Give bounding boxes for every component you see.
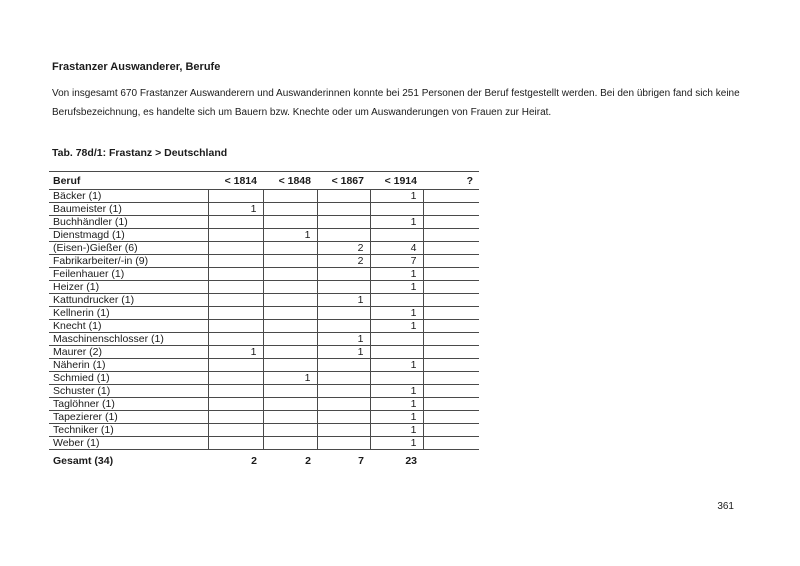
- table-row: [49, 411, 479, 424]
- value-cell: 1: [208, 346, 263, 359]
- page-number: 361: [717, 501, 734, 512]
- value-cell: [370, 294, 423, 307]
- value-cell: [208, 333, 263, 346]
- value-cell: [423, 333, 479, 346]
- value-cell: 4: [370, 242, 423, 255]
- value-cell: 1: [370, 216, 423, 229]
- value-cell: [317, 229, 370, 242]
- beruf-cell: Weber (1): [49, 437, 208, 450]
- value-cell: [317, 424, 370, 437]
- beruf-cell: Bäcker (1): [49, 190, 208, 203]
- value-cell: [317, 190, 370, 203]
- table-row: [49, 216, 479, 229]
- value-cell: [208, 229, 263, 242]
- document-title: Frastanzer Auswanderer, Berufe: [52, 61, 221, 73]
- value-cell: [423, 216, 479, 229]
- value-cell: [423, 229, 479, 242]
- beruf-cell: Buchhändler (1): [49, 216, 208, 229]
- value-cell: [370, 333, 423, 346]
- table-row: [49, 346, 479, 359]
- table-row: [49, 307, 479, 320]
- value-cell: [263, 437, 317, 450]
- value-cell: [263, 385, 317, 398]
- paragraph-line-1: Von insgesamt 670 Frastanzer Auswanderern und Auswanderinnen konnte bei 251 Personen der Beruf festgestellt werden. Bei den übrigen fand sich keine: [52, 88, 740, 99]
- value-cell: [263, 216, 317, 229]
- value-cell: [208, 281, 263, 294]
- value-cell: 1: [370, 411, 423, 424]
- value-cell: [208, 268, 263, 281]
- table-row: [49, 437, 479, 450]
- value-cell: 2: [317, 255, 370, 268]
- table-body: [49, 190, 479, 450]
- value-cell: [208, 424, 263, 437]
- value-cell: [317, 307, 370, 320]
- value-cell: [263, 346, 317, 359]
- value-cell: 1: [370, 385, 423, 398]
- value-cell: [208, 255, 263, 268]
- table-footer-row: [49, 450, 479, 470]
- value-cell: [423, 294, 479, 307]
- value-cell: 1: [317, 294, 370, 307]
- column-header-1867: < 1867: [317, 172, 370, 190]
- beruf-cell: Kellnerin (1): [49, 307, 208, 320]
- footer-value: 7: [358, 454, 364, 467]
- value-cell: [370, 372, 423, 385]
- beruf-cell: Feilenhauer (1): [49, 268, 208, 281]
- value-cell: [423, 424, 479, 437]
- value-cell: [263, 203, 317, 216]
- value-cell: 1: [208, 203, 263, 216]
- beruf-cell: Kattundrucker (1): [49, 294, 208, 307]
- value-cell: [423, 437, 479, 450]
- value-cell: [263, 398, 317, 411]
- value-cell: [208, 437, 263, 450]
- value-cell: [423, 320, 479, 333]
- value-cell: [208, 359, 263, 372]
- footer-value: 23: [405, 454, 417, 467]
- value-cell: [263, 268, 317, 281]
- value-cell: [423, 203, 479, 216]
- berufe-table: [49, 171, 479, 469]
- footer-label: Gesamt (34): [53, 454, 114, 467]
- value-cell: [423, 359, 479, 372]
- footer-value: 2: [305, 454, 311, 467]
- table-row: [49, 268, 479, 281]
- value-cell: [263, 424, 317, 437]
- value-cell: 1: [370, 398, 423, 411]
- value-cell: [423, 190, 479, 203]
- table-row: [49, 242, 479, 255]
- value-cell: [317, 398, 370, 411]
- table-row: [49, 294, 479, 307]
- value-cell: 1: [317, 346, 370, 359]
- beruf-cell: Schmied (1): [49, 372, 208, 385]
- value-cell: 1: [317, 333, 370, 346]
- value-cell: [263, 320, 317, 333]
- footer-value: [423, 450, 479, 470]
- table-row: [49, 372, 479, 385]
- value-cell: [423, 385, 479, 398]
- table-caption: Tab. 78d/1: Frastanz > Deutschland: [52, 147, 228, 159]
- value-cell: [208, 190, 263, 203]
- value-cell: [317, 216, 370, 229]
- value-cell: [263, 281, 317, 294]
- value-cell: [208, 385, 263, 398]
- table-row: [49, 281, 479, 294]
- beruf-cell: Baumeister (1): [49, 203, 208, 216]
- value-cell: 1: [370, 281, 423, 294]
- value-cell: [317, 437, 370, 450]
- beruf-cell: Fabrikarbeiter/-in (9): [49, 255, 208, 268]
- column-header-1814: < 1814: [208, 172, 263, 190]
- value-cell: [370, 229, 423, 242]
- value-cell: [317, 281, 370, 294]
- beruf-cell: Knecht (1): [49, 320, 208, 333]
- value-cell: [208, 294, 263, 307]
- beruf-cell: Techniker (1): [49, 424, 208, 437]
- table-header-row: [49, 172, 479, 190]
- table-row: [49, 320, 479, 333]
- column-header-1848: < 1848: [263, 172, 317, 190]
- value-cell: [317, 268, 370, 281]
- value-cell: [423, 242, 479, 255]
- value-cell: [208, 307, 263, 320]
- value-cell: [423, 372, 479, 385]
- value-cell: [423, 398, 479, 411]
- beruf-cell: Schuster (1): [49, 385, 208, 398]
- value-cell: [208, 398, 263, 411]
- value-cell: 1: [370, 307, 423, 320]
- beruf-cell: Heizer (1): [49, 281, 208, 294]
- value-cell: [317, 203, 370, 216]
- value-cell: 1: [370, 190, 423, 203]
- value-cell: [423, 268, 479, 281]
- value-cell: [263, 255, 317, 268]
- value-cell: [317, 372, 370, 385]
- table-row: [49, 385, 479, 398]
- value-cell: [317, 359, 370, 372]
- value-cell: [370, 346, 423, 359]
- value-cell: 1: [370, 359, 423, 372]
- value-cell: [317, 320, 370, 333]
- value-cell: [208, 320, 263, 333]
- value-cell: 1: [263, 372, 317, 385]
- value-cell: 1: [370, 437, 423, 450]
- value-cell: [263, 190, 317, 203]
- value-cell: 2: [317, 242, 370, 255]
- value-cell: [208, 216, 263, 229]
- value-cell: 1: [263, 229, 317, 242]
- table-row: [49, 229, 479, 242]
- table-row: [49, 333, 479, 346]
- column-header-beruf: Beruf: [49, 172, 208, 190]
- value-cell: [263, 294, 317, 307]
- footer-value: 2: [251, 454, 257, 467]
- table-row: [49, 203, 479, 216]
- value-cell: 1: [370, 268, 423, 281]
- table-row: [49, 190, 479, 203]
- table-row: [49, 424, 479, 437]
- value-cell: [263, 242, 317, 255]
- beruf-cell: Maschinenschlosser (1): [49, 333, 208, 346]
- value-cell: [317, 411, 370, 424]
- value-cell: [423, 255, 479, 268]
- value-cell: [263, 333, 317, 346]
- value-cell: [208, 242, 263, 255]
- beruf-cell: Maurer (2): [49, 346, 208, 359]
- column-header-1914: < 1914: [370, 172, 423, 190]
- beruf-cell: Tapezierer (1): [49, 411, 208, 424]
- beruf-cell: Taglöhner (1): [49, 398, 208, 411]
- value-cell: [423, 281, 479, 294]
- table-row: [49, 359, 479, 372]
- table-row: [49, 255, 479, 268]
- beruf-cell: (Eisen-)Gießer (6): [49, 242, 208, 255]
- table-row: [49, 398, 479, 411]
- value-cell: 1: [370, 320, 423, 333]
- value-cell: [423, 411, 479, 424]
- intro-paragraph: [52, 84, 740, 122]
- value-cell: [263, 411, 317, 424]
- value-cell: [263, 359, 317, 372]
- value-cell: [370, 203, 423, 216]
- paragraph-line-2: Berufsbezeichnung, es handelte sich um Bauern bzw. Knechte oder um Auswanderungen von Frauen zur Heirat.: [52, 107, 552, 118]
- column-header-unknown: ?: [423, 172, 479, 190]
- value-cell: 1: [370, 424, 423, 437]
- value-cell: 7: [370, 255, 423, 268]
- beruf-cell: Dienstmagd (1): [49, 229, 208, 242]
- value-cell: [423, 346, 479, 359]
- value-cell: [423, 307, 479, 320]
- beruf-cell: Näherin (1): [49, 359, 208, 372]
- value-cell: [208, 411, 263, 424]
- value-cell: [208, 372, 263, 385]
- value-cell: [317, 385, 370, 398]
- value-cell: [263, 307, 317, 320]
